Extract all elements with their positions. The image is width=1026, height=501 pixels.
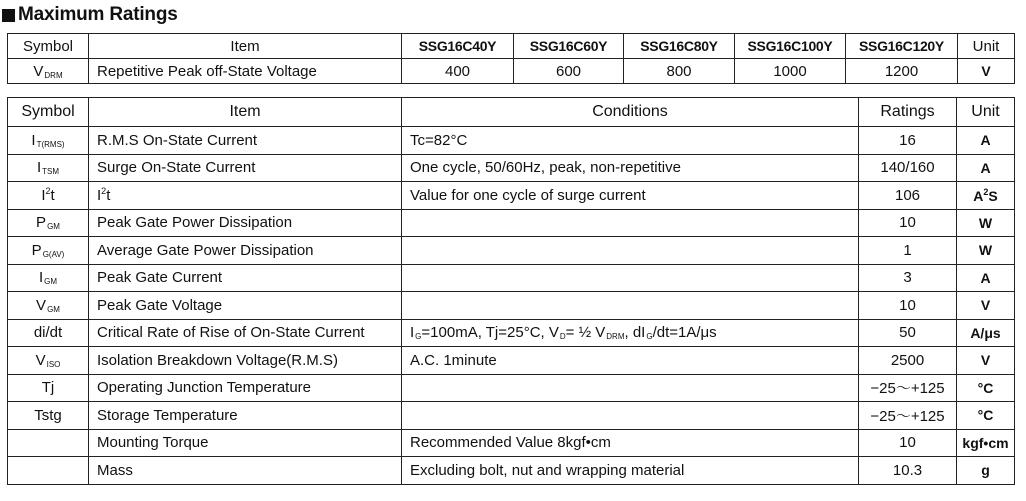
item-header: Item — [89, 34, 402, 59]
conditions-cell — [402, 264, 859, 292]
symbol-header: Symbol — [8, 34, 89, 59]
value-cell: 1000 — [735, 59, 846, 84]
table-row — [8, 59, 1015, 84]
item-cell: Mass — [89, 457, 402, 485]
unit-cell: V — [958, 59, 1015, 84]
rating-cell: 50 — [859, 319, 957, 347]
conditions-cell: A.C. 1minute — [402, 347, 859, 375]
symbol-cell: $P_{GM}$ — [8, 209, 89, 237]
conditions-cell — [402, 209, 859, 237]
conditions-cell: Excluding bolt, nut and wrapping material — [402, 457, 859, 485]
value-cell: 400 — [402, 59, 514, 84]
black-square-icon — [2, 9, 15, 22]
rating-cell: −25～+125 — [859, 402, 957, 430]
item-cell: Average Gate Power Dissipation — [89, 237, 402, 265]
symbol-cell: $P_{G(AV)}$ — [8, 237, 89, 265]
model-header: SSG16C80Y — [624, 34, 735, 59]
table-row — [8, 292, 1015, 320]
unit-cell: kgf•cm — [957, 429, 1015, 457]
item-cell: Peak Gate Power Dissipation — [89, 209, 402, 237]
rating-cell: 10 — [859, 429, 957, 457]
conditions-cell: $I_G=100mA$, Tj=25°C, $V_D=$ ½ $V_{DRM}$, $dI_G/dt=1A/\mu s$ — [402, 319, 859, 347]
table-row — [8, 319, 1015, 347]
unit-header: Unit — [958, 34, 1015, 59]
rating-cell: −25～+125 — [859, 374, 957, 402]
symbol-cell: Tstg — [8, 402, 89, 430]
symbol-cell: $I_{T(RMS)}$ — [8, 127, 89, 155]
value-cell: 600 — [514, 59, 624, 84]
unit-cell: A/μs — [957, 319, 1015, 347]
rating-cell: 10 — [859, 292, 957, 320]
table-row — [8, 402, 1015, 430]
conditions-header: Conditions — [402, 98, 859, 127]
symbol-cell — [8, 429, 89, 457]
symbol-cell: $I_{GM}$ — [8, 264, 89, 292]
table-row — [8, 237, 1015, 265]
conditions-cell: Tc=82°C — [402, 127, 859, 155]
unit-cell: °C — [957, 374, 1015, 402]
unit-cell: $A^2S$ — [957, 182, 1015, 210]
unit-cell: V — [957, 292, 1015, 320]
rating-cell: 106 — [859, 182, 957, 210]
unit-cell: A — [957, 154, 1015, 182]
unit-cell: A — [957, 127, 1015, 155]
table-header-row — [8, 98, 1015, 127]
symbol-cell: $V_{DRM}$ — [8, 59, 89, 84]
item-header: Item — [89, 98, 402, 127]
rating-cell: 16 — [859, 127, 957, 155]
voltage-ratings-table — [7, 33, 1015, 84]
conditions-cell: Value for one cycle of surge current — [402, 182, 859, 210]
section-title — [2, 2, 178, 28]
item-cell: Storage Temperature — [89, 402, 402, 430]
table-row — [8, 209, 1015, 237]
item-cell: Mounting Torque — [89, 429, 402, 457]
table-row — [8, 154, 1015, 182]
table-row — [8, 127, 1015, 155]
unit-cell: g — [957, 457, 1015, 485]
conditions-cell — [402, 237, 859, 265]
value-cell: 1200 — [846, 59, 958, 84]
item-cell: Peak Gate Current — [89, 264, 402, 292]
model-header: SSG16C100Y — [735, 34, 846, 59]
item-cell: R.M.S On-State Current — [89, 127, 402, 155]
item-cell: Operating Junction Temperature — [89, 374, 402, 402]
table-row — [8, 457, 1015, 485]
unit-cell: W — [957, 237, 1015, 265]
rating-cell: 140/160 — [859, 154, 957, 182]
model-header: SSG16C40Y — [402, 34, 514, 59]
section-title-text: Maximum Ratings — [18, 4, 178, 25]
unit-header: Unit — [957, 98, 1015, 127]
rating-cell: 10.3 — [859, 457, 957, 485]
unit-cell: V — [957, 347, 1015, 375]
conditions-cell — [402, 374, 859, 402]
symbol-cell: $V_{GM}$ — [8, 292, 89, 320]
value-cell: 800 — [624, 59, 735, 84]
symbol-cell: $I_{TSM}$ — [8, 154, 89, 182]
symbol-cell — [8, 457, 89, 485]
rating-cell: 10 — [859, 209, 957, 237]
conditions-cell — [402, 292, 859, 320]
symbol-cell: Tj — [8, 374, 89, 402]
unit-cell: W — [957, 209, 1015, 237]
table-row — [8, 264, 1015, 292]
table-row — [8, 429, 1015, 457]
item-cell: $I^2t$ — [89, 182, 402, 210]
item-cell: Peak Gate Voltage — [89, 292, 402, 320]
table-header-row — [8, 34, 1015, 59]
maximum-ratings-table — [7, 97, 1015, 485]
unit-cell: °C — [957, 402, 1015, 430]
symbol-cell: $V_{ISO}$ — [8, 347, 89, 375]
table-row — [8, 374, 1015, 402]
table-row — [8, 182, 1015, 210]
conditions-cell — [402, 402, 859, 430]
model-header: SSG16C120Y — [846, 34, 958, 59]
rating-cell: 1 — [859, 237, 957, 265]
conditions-cell: One cycle, 50/60Hz, peak, non-repetitive — [402, 154, 859, 182]
item-cell: Isolation Breakdown Voltage(R.M.S) — [89, 347, 402, 375]
symbol-cell: di/dt — [8, 319, 89, 347]
unit-cell: A — [957, 264, 1015, 292]
ratings-header: Ratings — [859, 98, 957, 127]
rating-cell: 3 — [859, 264, 957, 292]
symbol-cell: $I^2t$ — [8, 182, 89, 210]
symbol-header: Symbol — [8, 98, 89, 127]
item-cell: Surge On-State Current — [89, 154, 402, 182]
table-row — [8, 347, 1015, 375]
item-cell: Critical Rate of Rise of On-State Current — [89, 319, 402, 347]
item-cell: Repetitive Peak off-State Voltage — [89, 59, 402, 84]
rating-cell: 2500 — [859, 347, 957, 375]
conditions-cell: Recommended Value 8kgf•cm — [402, 429, 859, 457]
model-header: SSG16C60Y — [514, 34, 624, 59]
